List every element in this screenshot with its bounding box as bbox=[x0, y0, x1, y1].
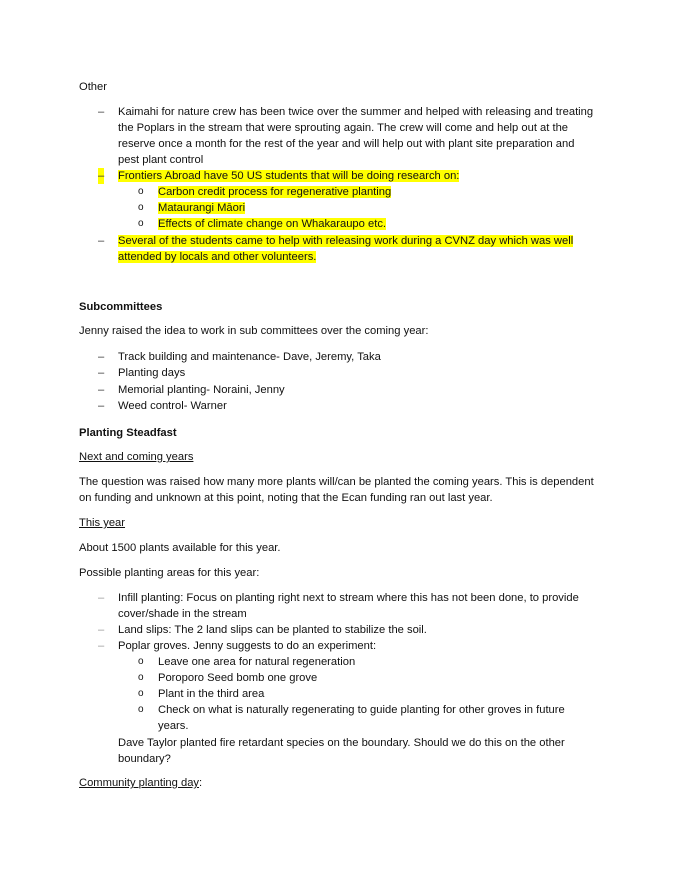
section-heading-other: Other bbox=[79, 81, 107, 93]
paragraph: Jenny raised the idea to work in sub committees over the coming year: bbox=[79, 325, 429, 337]
list-item: Kaimahi for nature crew has been twice over the summer and helped with releasing and treating the Poplars in the stream that were sprouting again. The crew will come and help out at the reserve once a month for the rest of the year and will help out with plant site preparation and pest plant control bbox=[118, 106, 594, 166]
dash-bullet-icon: – bbox=[98, 170, 105, 182]
subheading-this-year: This year bbox=[79, 517, 126, 529]
dash-bullet-icon: – bbox=[98, 235, 105, 247]
list-item: Frontiers Abroad have 50 US students that will be doing research on: bbox=[118, 170, 460, 182]
dash-bullet-icon: – bbox=[98, 367, 105, 379]
list-item: Planting days bbox=[118, 367, 186, 379]
circle-bullet-icon: o bbox=[138, 656, 144, 667]
list-item: Land slips: The 2 land slips can be planted to stabilize the soil. bbox=[118, 624, 427, 636]
circle-bullet-icon: o bbox=[138, 218, 144, 229]
sub-list-item: Leave one area for natural regeneration bbox=[158, 656, 356, 668]
dash-bullet-icon: – bbox=[98, 400, 105, 412]
list-item: Memorial planting- Noraini, Jenny bbox=[118, 384, 285, 396]
paragraph: Dave Taylor planted fire retardant species on the boundary. Should we do this on the other boundary? bbox=[118, 737, 565, 765]
list-item: Track building and maintenance- Dave, Jeremy, Taka bbox=[118, 351, 381, 363]
dash-bullet-icon: – bbox=[98, 384, 105, 396]
paragraph: Possible planting areas for this year: bbox=[79, 567, 260, 579]
paragraph: The question was raised how many more plants will/can be planted the coming years. This is dependent on funding and unknown at this point, noting that the Ecan funding ran out last year. bbox=[79, 476, 594, 504]
subheading-community-planting: Community planting day bbox=[79, 777, 200, 789]
dash-bullet-icon: – bbox=[98, 640, 105, 652]
circle-bullet-icon: o bbox=[138, 672, 144, 683]
sub-list-item: Effects of climate change on Whakaraupo etc. bbox=[158, 218, 387, 230]
circle-bullet-icon: o bbox=[138, 202, 144, 213]
circle-bullet-icon: o bbox=[138, 186, 144, 197]
sub-list-item: Plant in the third area bbox=[158, 688, 265, 700]
circle-bullet-icon: o bbox=[138, 704, 144, 715]
section-heading-subcommittees: Subcommittees bbox=[79, 301, 163, 313]
paragraph: About 1500 plants available for this year. bbox=[79, 542, 281, 554]
dash-bullet-icon: – bbox=[98, 351, 105, 363]
subheading-next-years: Next and coming years bbox=[79, 451, 194, 463]
list-item: Poplar groves. Jenny suggests to do an experiment: bbox=[118, 640, 377, 652]
list-item: Infill planting: Focus on planting right next to stream where this has not been done, to provide cover/shade in the stream bbox=[118, 592, 579, 620]
dash-bullet-icon: – bbox=[98, 106, 105, 118]
sub-list-item: Carbon credit process for regenerative planting bbox=[158, 186, 392, 198]
section-heading-planting: Planting Steadfast bbox=[79, 427, 177, 439]
sub-list-item: Mataurangi Māori bbox=[158, 202, 246, 214]
dash-bullet-icon: – bbox=[98, 624, 105, 636]
circle-bullet-icon: o bbox=[138, 688, 144, 699]
dash-bullet-icon: – bbox=[98, 592, 105, 604]
colon-text: : bbox=[199, 777, 203, 789]
list-item: Weed control- Warner bbox=[118, 400, 227, 412]
list-item: Several of the students came to help with releasing work during a CVNZ day which was well attended by locals and other volunteers. bbox=[118, 235, 574, 263]
sub-list-item: Check on what is naturally regenerating to guide planting for other groves in future years. bbox=[158, 704, 565, 732]
sub-list-item: Poroporo Seed bomb one grove bbox=[158, 672, 318, 684]
